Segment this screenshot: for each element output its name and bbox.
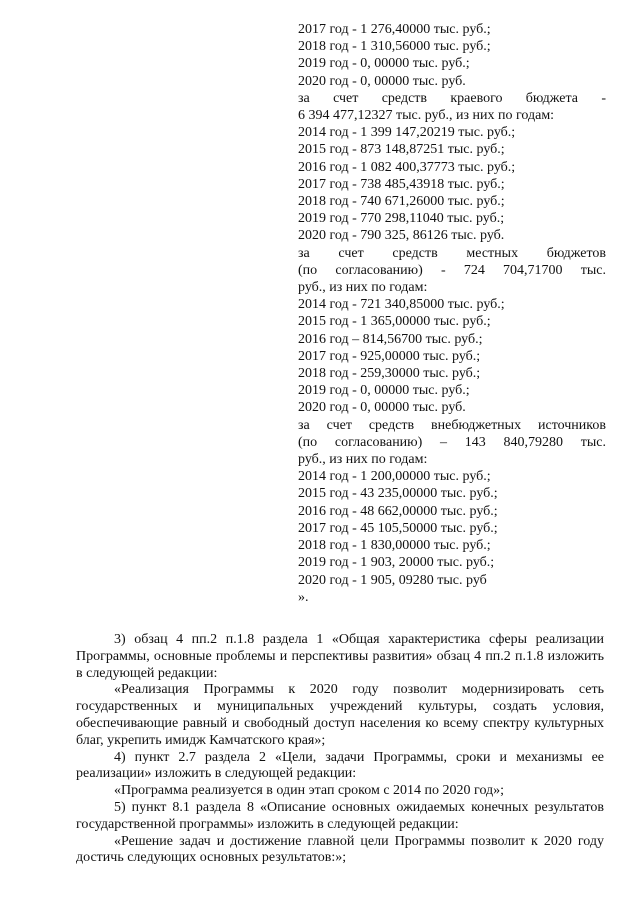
funding-line: 6 394 477,12327 тыс. руб., из них по годам: [298, 108, 555, 124]
paragraph-item-3: 3) обзац 4 пп.2 п.1.8 раздела 1 «Общая характеристика сферы реализации Программы, основные проблемы и перспективы развития» обзац 4 пп.2 п.1.8 изложить в следующей редакции: [76, 632, 604, 681]
funding-line: 2020 год - 790 325, 86126 тыс. руб. [298, 228, 505, 244]
funding-breakdown-column [298, 21, 606, 606]
funding-line: 2016 год - 1 082 400,37773 тыс. руб.; [298, 159, 516, 175]
paragraph-quote-results: «Решение задач и достижение главной цели Программы позволит к 2020 году достичь следующих основных результатов:»; [76, 833, 604, 866]
funding-line: 2015 год - 1 365,00000 тыс. руб.; [298, 314, 491, 330]
funding-line: 2018 год - 740 671,26000 тыс. руб.; [298, 194, 505, 210]
funding-line: 2015 год - 43 235,00000 тыс. руб.; [298, 486, 498, 502]
funding-line: 2017 год - 925,00000 тыс. руб.; [298, 348, 481, 364]
funding-line: 2017 год - 738 485,43918 тыс. руб.; [298, 176, 505, 192]
funding-line: 2020 год - 0, 00000 тыс. руб. [298, 400, 466, 416]
funding-line: (по согласованию) – 143 840,79280 тыс. [298, 434, 606, 450]
funding-line: (по согласованию) - 724 704,71700 тыс. [298, 262, 606, 278]
funding-line: руб., из них по годам: [298, 452, 428, 468]
funding-line: за счет средств местных бюджетов [298, 245, 606, 261]
funding-line: 2016 год – 814,56700 тыс. руб.; [298, 331, 483, 347]
funding-line: 2015 год - 873 148,87251 тыс. руб.; [298, 142, 505, 158]
funding-line: 2018 год - 259,30000 тыс. руб.; [298, 366, 481, 382]
funding-line: 2019 год - 770 298,11040 тыс. руб.; [298, 211, 505, 227]
paragraph-quote-single-stage: «Программа реализуется в один этап сроком с 2014 по 2020 год»; [114, 783, 505, 799]
paragraph-item-4: 4) пункт 2.7 раздела 2 «Цели, задачи Программы, сроки и механизмы ее реализации» изложить в следующей редакции: [76, 749, 604, 782]
funding-line: за счет средств краевого бюджета - [298, 90, 606, 106]
amendments-section [76, 632, 604, 867]
funding-line: 2016 год - 48 662,00000 тыс. руб.; [298, 503, 498, 519]
funding-line: 2020 год - 0, 00000 тыс. руб. [298, 73, 466, 89]
funding-line: 2018 год - 1 310,56000 тыс. руб.; [298, 39, 491, 55]
funding-line: 2014 год - 1 200,00000 тыс. руб.; [298, 469, 491, 485]
paragraph-item-5: 5) пункт 8.1 раздела 8 «Описание основных ожидаемых конечных результатов государственной программы» изложить в следующей редакции: [76, 799, 604, 832]
funding-line: 2017 год - 45 105,50000 тыс. руб.; [298, 520, 498, 536]
funding-line: 2019 год - 1 903, 20000 тыс. руб.; [298, 555, 495, 571]
funding-line: ». [298, 589, 309, 605]
funding-line: 2017 год - 1 276,40000 тыс. руб.; [298, 22, 491, 37]
funding-line: за счет средств внебюджетных источников [298, 417, 606, 433]
funding-line: руб., из них по годам: [298, 280, 428, 296]
funding-line: 2018 год - 1 830,00000 тыс. руб.; [298, 538, 491, 554]
funding-line: 2014 год - 1 399 147,20219 тыс. руб.; [298, 125, 516, 141]
paragraph-quote-realization: «Реализация Программы к 2020 году позволит модернизировать сеть государственных и муниципальных учреждений культуры, создать условия, обеспечивающие равный и свободный доступ населения ко всему спектру культурных благ, укрепить имидж Камчатского края»; [76, 682, 604, 748]
funding-line: 2019 год - 0, 00000 тыс. руб.; [298, 383, 470, 399]
funding-line: 2020 год - 1 905, 09280 тыс. руб [298, 572, 487, 588]
funding-line: 2014 год - 721 340,85000 тыс. руб.; [298, 297, 505, 313]
funding-line: 2019 год - 0, 00000 тыс. руб.; [298, 56, 470, 72]
